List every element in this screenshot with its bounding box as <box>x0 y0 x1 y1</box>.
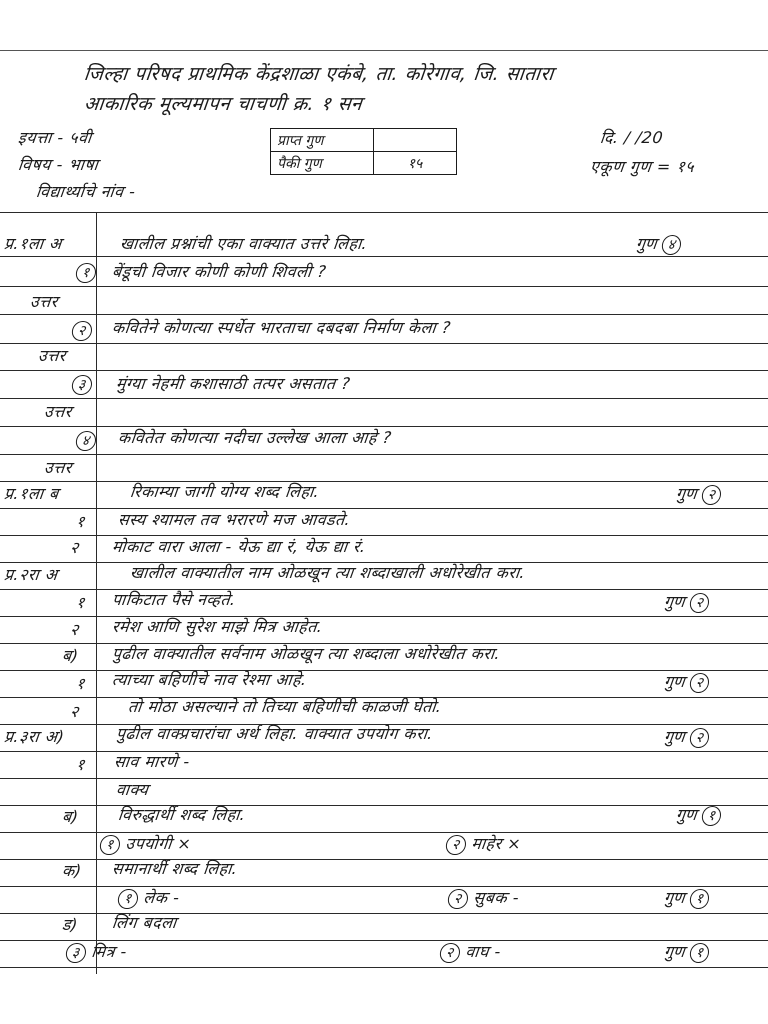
q2b-instruction: पुढील वाक्यातील सर्वनाम ओळखून त्या शब्दाला अधोरेखीत करा. <box>111 644 502 663</box>
item-number: १ <box>75 674 86 693</box>
q2b-item-1: त्याच्या बहिणीचे नाव रेश्मा आहे. <box>111 670 308 689</box>
q2b-number: ब) <box>61 646 80 665</box>
item-number: १ <box>75 593 86 612</box>
item-number: १ <box>75 512 86 531</box>
q1a-marks: गुण ४ <box>635 234 682 255</box>
q1a-item-2: कवितेने कोणत्या स्पर्धेत भारताचा दबदबा निर्माण केला ? <box>111 318 452 337</box>
q1b-number: प्र.१ला ब <box>3 484 60 503</box>
q2a-instruction: खालील वाक्यातील नाम ओळखून त्या शब्दाखाली अधोरेखीत करा. <box>129 563 527 582</box>
student-name-label: विद्यार्थ्याचे नांव - <box>35 182 137 201</box>
item-number: १ <box>75 262 97 283</box>
q2a-marks: गुण २ <box>663 592 710 613</box>
subject-label: विषय - भाषा <box>17 155 100 174</box>
q1a-item-4: कवितेत कोणत्या नदीचा उल्लेख आला आहे ? <box>117 428 393 447</box>
item-number: १ <box>75 755 86 774</box>
q3c-item-2: २ सुबक - <box>447 888 520 909</box>
q3b-item-1: १ उपयोगी × <box>99 834 193 855</box>
q1b-item-1: सस्य श्यामल तव भरारणे मज आवडते. <box>117 510 352 529</box>
q1a-item-1: बेंडूची विजार कोणी कोणी शिवली ? <box>111 262 328 281</box>
q3c-number: क) <box>61 861 83 880</box>
q3c-instruction: समानार्थी शब्द लिहा. <box>111 859 239 878</box>
q3c-marks: गुण १ <box>663 888 710 909</box>
q3b-instruction: विरुद्धार्थी शब्द लिहा. <box>117 805 247 824</box>
answer-label: उत्तर <box>43 458 73 477</box>
answer-label: उत्तर <box>29 292 59 311</box>
answer-label: उत्तर <box>37 346 67 365</box>
q3a-item: साव मारणे - <box>113 752 191 771</box>
total-marks-label: एकूण गुण = १५ <box>589 157 696 176</box>
item-number: ३ <box>71 374 93 395</box>
q3d-marks: गुण १ <box>663 942 710 963</box>
q3c-item-1: १ लेक - <box>117 888 181 909</box>
q3a-sentence-label: वाक्य <box>115 780 150 799</box>
q2b-item-2: तो मोठा असल्याने तो तिच्या बहिणीची काळजी घेतो. <box>127 697 443 716</box>
q1b-marks: गुण २ <box>675 484 722 505</box>
out-of-marks-label: पैकी गुण <box>271 152 374 175</box>
q3a-instruction: पुढील वाक्प्रचारांचा अर्थ लिहा. वाक्यात उपयोग करा. <box>115 724 435 743</box>
q1a-instruction: खालील प्रश्नांची एका वाक्यात उत्तरे लिहा. <box>119 234 369 253</box>
school-title: जिल्हा परिषद प्राथमिक केंद्रशाळा एकंबे, ता. कोरेगाव, जि. सातारा <box>82 63 555 85</box>
q3a-number: प्र.३रा अ) <box>3 727 66 746</box>
q3d-number: ड) <box>61 915 79 934</box>
item-number: ४ <box>75 430 97 451</box>
date-label: दि. / /20 <box>599 128 665 147</box>
q2a-item-1: पाकिटात पैसे नव्हते. <box>111 590 237 609</box>
q1b-instruction: रिकाम्या जागी योग्य शब्द लिहा. <box>129 482 321 501</box>
item-number: २ <box>69 538 80 557</box>
item-number: २ <box>69 620 80 639</box>
q1a-item-3: मुंग्या नेहमी कशासाठी तत्पर असतात ? <box>115 374 352 393</box>
q1a-number: प्र.१ला अ <box>3 234 63 253</box>
obtained-marks-value <box>374 129 457 152</box>
obtained-marks-label: प्राप्त गुण <box>271 129 374 152</box>
marks-box <box>270 128 457 175</box>
out-of-marks-value: १५ <box>374 152 457 175</box>
answer-label: उत्तर <box>43 402 73 421</box>
test-title: आकारिक मूल्यमापन चाचणी क्र. १ सन <box>82 93 364 115</box>
q1b-item-2: मोकाट वारा आला - येऊ द्या रं, येऊ द्या रं. <box>111 537 367 556</box>
q2b-marks: गुण २ <box>663 672 710 693</box>
q3b-number: ब) <box>61 807 80 826</box>
q3b-item-2: २ माहेर × <box>445 834 522 855</box>
item-number: २ <box>71 320 93 341</box>
q3d-item-2: २ वाघ - <box>439 942 502 963</box>
q3a-marks: गुण २ <box>663 727 710 748</box>
q2a-number: प्र.२रा अ <box>3 565 59 584</box>
q3d-instruction: लिंग बदला <box>111 913 178 932</box>
q2a-item-2: रमेश आणि सुरेश माझे मित्र आहेत. <box>111 617 324 636</box>
q3d-item-1: ३ मित्र - <box>65 942 128 963</box>
item-number: २ <box>69 702 80 721</box>
class-label: इयत्ता - ५वी <box>17 128 93 147</box>
q3b-marks: गुण १ <box>675 805 722 826</box>
